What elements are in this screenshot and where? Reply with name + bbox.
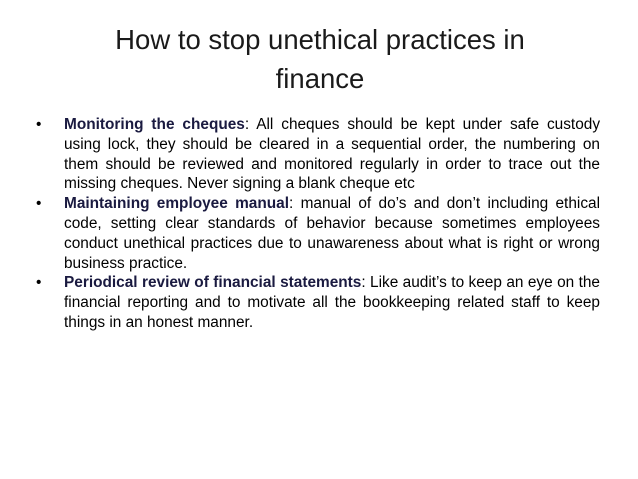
bullet-icon: • [36,116,42,133]
bullet-list [34,115,600,333]
bullet-text: : All cheques should be kept under safe custody using lock, they should be cleared in a sequential order, the numbering on them should be reviewed and monitored regularly in order to trace out the missing cheques. Never signing a blank cheque etc [64,116,601,193]
bullet-item-employee-manual [34,194,600,273]
bullet-icon: • [36,274,42,292]
slide-title-line-2: finance [275,63,365,94]
slide-title-line-1: How to stop unethical practices in [115,24,525,55]
bullet-term: Periodical review of financial statements [64,274,362,292]
bullet-item-periodical-review [34,273,600,332]
bullet-text: : manual of do’s and don’t including ethical code, setting clear standards of behavior because sometimes employees conduct unethical practices due to unawareness about what is right or wrong business practice. [64,195,600,272]
bullet-term: Maintaining employee manual [64,195,289,213]
bullet-icon: • [36,195,42,213]
bullet-text: : Like audit’s to keep an eye on the financial reporting and to motivate all the bookkeeping related staff to keep things in an honest manner. [64,274,600,331]
slide-title [40,20,600,98]
bullet-term: Monitoring the cheques [64,116,245,133]
bullet-item-monitoring-cheques [34,115,600,194]
